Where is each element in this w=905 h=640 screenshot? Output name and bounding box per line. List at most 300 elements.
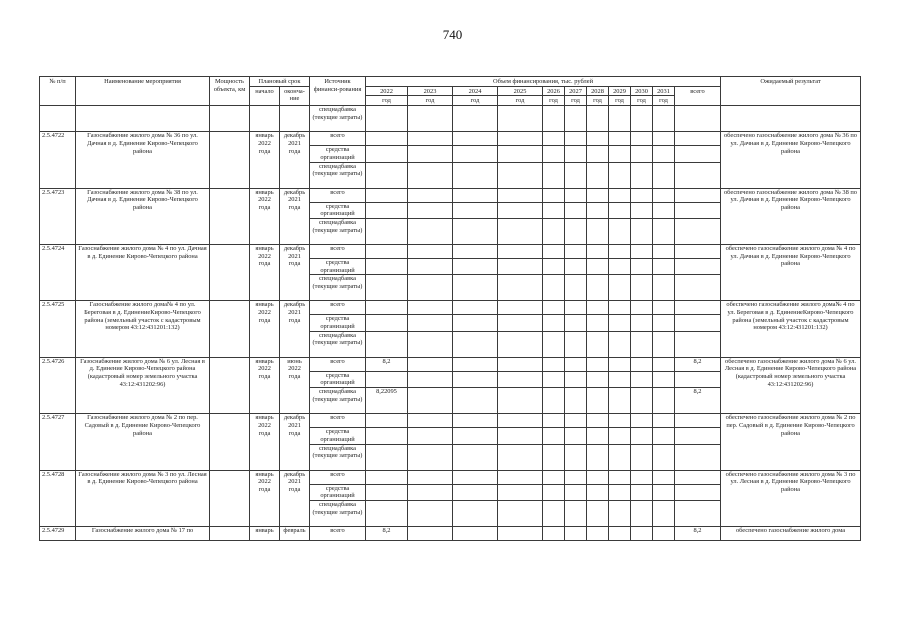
value-cell-2022 — [366, 414, 408, 428]
value-cell-2029 — [609, 244, 631, 258]
value-cell — [653, 258, 675, 274]
entry-power — [210, 414, 250, 470]
value-cell — [366, 428, 408, 444]
value-cell-2024 — [453, 500, 498, 526]
value-cell-2030 — [631, 244, 653, 258]
value-cell-2030 — [631, 301, 653, 315]
source-all: всего — [310, 357, 366, 371]
value-cell-2024 — [453, 301, 498, 315]
value-cell-total — [675, 162, 721, 188]
header-year-2030: 2030 — [631, 86, 653, 96]
value-cell-2023 — [408, 414, 453, 428]
value-cell — [408, 315, 453, 331]
table-row — [40, 526, 861, 540]
entry-result: обеспечено газоснабжение жилого дома — [721, 526, 861, 540]
value-cell — [453, 526, 498, 540]
value-cell — [366, 258, 408, 274]
source-all: всего — [310, 470, 366, 484]
value-cell-total — [675, 444, 721, 470]
value-cell-2024 — [453, 331, 498, 357]
value-cell-2023 — [408, 470, 453, 484]
entry-result: обеспечено газоснабжение жилого дома № 2 по пер. Садовый в д. Единение Кирово-Чепецкого района — [721, 414, 861, 470]
value-cell — [408, 258, 453, 274]
source-all: всего — [310, 301, 366, 315]
value-cell — [453, 258, 498, 274]
value-cell-total — [675, 244, 721, 258]
source-special: спецнадбавка (текущие затраты) — [310, 162, 366, 188]
value-cell — [543, 526, 565, 540]
value-cell-2022 — [366, 188, 408, 202]
value-cell — [453, 371, 498, 387]
value-cell-2028 — [587, 188, 609, 202]
table-row — [40, 357, 861, 371]
value-cell — [631, 258, 653, 274]
value-cell-2024 — [453, 388, 498, 414]
entry-start: январь 2022 года — [250, 470, 280, 526]
entry-number: 2.5.4722 — [40, 132, 76, 188]
value-cell-2026 — [543, 414, 565, 428]
value-cell — [543, 371, 565, 387]
value-cell — [366, 202, 408, 218]
value-cell-2029 — [609, 301, 631, 315]
value-cell-2027 — [565, 500, 587, 526]
value-cell-2022 — [366, 470, 408, 484]
entry-name: Газоснабжение жилого дома № 38 по ул. Дачная в д. Единение Кирово-Чепецкого района — [76, 188, 210, 244]
entry-power — [210, 132, 250, 188]
entry-end: июнь 2022 года — [280, 357, 310, 413]
value-cell-2031 — [653, 414, 675, 428]
value-cell-2031 — [653, 244, 675, 258]
value-cell-2028 — [587, 444, 609, 470]
header-year-2026: 2026 — [543, 86, 565, 96]
source-org: средства организаций — [310, 202, 366, 218]
value-cell-2022: 8,2 — [366, 357, 408, 371]
value-cell-2030 — [631, 275, 653, 301]
value-cell-2025 — [498, 357, 543, 371]
value-cell — [453, 146, 498, 162]
value-cell-2030 — [631, 444, 653, 470]
value-cell — [653, 484, 675, 500]
value-cell-2029 — [609, 470, 631, 484]
value-cell — [408, 202, 453, 218]
entry-end: декабрь 2021 года — [280, 188, 310, 244]
table-row — [40, 470, 861, 484]
source-org: средства организаций — [310, 484, 366, 500]
value-cell-2030 — [631, 162, 653, 188]
value-cell — [675, 484, 721, 500]
entry-start: январь 2022 года — [250, 188, 280, 244]
entry-start: январь 2022 года — [250, 244, 280, 300]
entry-name: Газоснабжение жилого дома № 6 ул. Лесная в д. Единение Кирово-Чепецкого района (кадастровый номер земельного участка 43:12:431202:96) — [76, 357, 210, 413]
value-cell-2028 — [587, 331, 609, 357]
value-cell-2031 — [653, 188, 675, 202]
header-year-2028: 2028 — [587, 86, 609, 96]
header-year-suffix: год — [498, 96, 543, 106]
value-cell-2025 — [498, 162, 543, 188]
entry-power — [210, 244, 250, 300]
value-cell — [543, 258, 565, 274]
header-result: Ожидаемый результат — [721, 77, 861, 106]
value-cell-2026 — [543, 301, 565, 315]
value-cell-total: 8,2 — [675, 526, 721, 540]
entry-power — [210, 188, 250, 244]
value-cell — [565, 428, 587, 444]
value-cell — [631, 526, 653, 540]
value-cell — [498, 202, 543, 218]
value-cell-2028 — [587, 301, 609, 315]
value-cell — [587, 315, 609, 331]
value-cell-2031 — [653, 470, 675, 484]
value-cell-2027 — [565, 301, 587, 315]
header-year-suffix: год — [609, 96, 631, 106]
header-year-suffix: год — [408, 96, 453, 106]
value-cell — [498, 526, 543, 540]
header-name: Наименование мероприятия — [76, 77, 210, 106]
header-year-2031: 2031 — [653, 86, 675, 96]
value-cell — [543, 428, 565, 444]
value-cell-total — [675, 132, 721, 146]
value-cell-total — [675, 331, 721, 357]
value-cell-2024 — [453, 470, 498, 484]
header-power: Мощность объекта, км — [210, 77, 250, 106]
header-year-suffix: год — [453, 96, 498, 106]
value-cell-total — [675, 218, 721, 244]
value-cell-2022 — [366, 500, 408, 526]
value-cell-2024 — [453, 357, 498, 371]
header-row-1 — [40, 77, 861, 87]
value-cell — [453, 428, 498, 444]
value-cell — [565, 526, 587, 540]
header-volume: Объем финансирования, тыс. рублей — [366, 77, 721, 87]
source-all: всего — [310, 244, 366, 258]
carry-over-row — [40, 106, 861, 132]
value-cell-2025 — [498, 331, 543, 357]
value-cell — [453, 315, 498, 331]
value-cell-2028 — [587, 275, 609, 301]
value-cell-2026 — [543, 500, 565, 526]
value-cell-2025 — [498, 275, 543, 301]
value-cell — [543, 202, 565, 218]
value-cell-2024 — [453, 162, 498, 188]
value-cell-2022 — [366, 444, 408, 470]
value-cell-2026 — [543, 331, 565, 357]
value-cell-2023 — [408, 331, 453, 357]
value-cell-2027 — [565, 218, 587, 244]
value-cell — [565, 371, 587, 387]
value-cell — [453, 484, 498, 500]
value-cell — [675, 258, 721, 274]
value-cell — [543, 484, 565, 500]
financing-table — [39, 76, 861, 541]
header-year-2027: 2027 — [565, 86, 587, 96]
value-cell-2023 — [408, 275, 453, 301]
entry-end: декабрь 2021 года — [280, 244, 310, 300]
value-cell — [631, 202, 653, 218]
value-cell-2027 — [565, 357, 587, 371]
value-cell-2026 — [543, 162, 565, 188]
value-cell-2030 — [631, 500, 653, 526]
value-cell — [453, 202, 498, 218]
value-cell — [587, 146, 609, 162]
value-cell — [565, 202, 587, 218]
entry-power — [210, 301, 250, 357]
value-cell-2028 — [587, 414, 609, 428]
entry-end: декабрь 2021 года — [280, 301, 310, 357]
entry-name: Газоснабжение жилого дома № 36 по ул. Дачная в д. Единение Кирово-Чепецкого района — [76, 132, 210, 188]
value-cell-total — [675, 188, 721, 202]
value-cell — [408, 428, 453, 444]
header-source: Источник финанси-рования — [310, 77, 366, 106]
header-period: Плановый срок — [250, 77, 310, 87]
value-cell-2029 — [609, 132, 631, 146]
value-cell — [631, 315, 653, 331]
value-cell-2023 — [408, 301, 453, 315]
value-cell — [498, 258, 543, 274]
value-cell — [498, 146, 543, 162]
value-cell-2022: 8,2 — [366, 526, 408, 540]
header-year-2024: 2024 — [453, 86, 498, 96]
entry-end: декабрь 2021 года — [280, 414, 310, 470]
entry-result: обеспечено газоснабжение жилого дома № 38 по ул. Дачная в д. Единение Кирово-Чепецкого района — [721, 188, 861, 244]
value-cell — [653, 315, 675, 331]
value-cell-2030 — [631, 388, 653, 414]
value-cell — [609, 202, 631, 218]
value-cell-2030 — [631, 357, 653, 371]
value-cell-2029 — [609, 275, 631, 301]
entry-start: январь 2022 года — [250, 301, 280, 357]
entry-start: январь — [250, 526, 280, 540]
value-cell-2022 — [366, 218, 408, 244]
value-cell-2029 — [609, 218, 631, 244]
header-year-suffix: год — [366, 96, 408, 106]
entry-name: Газоснабжение жилого дома № 17 по — [76, 526, 210, 540]
value-cell-2027 — [565, 388, 587, 414]
value-cell-2022 — [366, 244, 408, 258]
value-cell-2022 — [366, 301, 408, 315]
value-cell-2029 — [609, 331, 631, 357]
value-cell-2031 — [653, 162, 675, 188]
value-cell — [609, 258, 631, 274]
value-cell-total: 8,2 — [675, 388, 721, 414]
value-cell — [543, 146, 565, 162]
value-cell — [587, 258, 609, 274]
value-cell-2030 — [631, 218, 653, 244]
value-cell-2027 — [565, 244, 587, 258]
header-year-suffix: год — [653, 96, 675, 106]
value-cell — [498, 371, 543, 387]
value-cell-2022 — [366, 331, 408, 357]
value-cell-2025 — [498, 188, 543, 202]
entry-name: Газоснабжение жилого дома№ 4 по ул. Береговая в д. ЕдинениеКирово-Чепецкого района (земельный участок с кадастровым номером 43:12:431201:132) — [76, 301, 210, 357]
carry-over-source: спецнадбавка (текущие затраты) — [310, 106, 366, 132]
value-cell — [675, 428, 721, 444]
value-cell-2024 — [453, 218, 498, 244]
value-cell-2030 — [631, 132, 653, 146]
value-cell-2027 — [565, 470, 587, 484]
page-number: 740 — [442, 27, 463, 42]
header-start: начало — [250, 86, 280, 105]
value-cell-2022 — [366, 132, 408, 146]
value-cell — [366, 146, 408, 162]
header-total: всего — [675, 86, 721, 105]
source-all: всего — [310, 188, 366, 202]
entry-number: 2.5.4726 — [40, 357, 76, 413]
source-org: средства организаций — [310, 315, 366, 331]
value-cell — [609, 526, 631, 540]
value-cell — [565, 315, 587, 331]
value-cell — [653, 146, 675, 162]
table-row — [40, 244, 861, 258]
value-cell-2029 — [609, 500, 631, 526]
value-cell-2023 — [408, 218, 453, 244]
value-cell — [366, 315, 408, 331]
entry-start: январь 2022 года — [250, 132, 280, 188]
value-cell-2023 — [408, 500, 453, 526]
value-cell-2024 — [453, 444, 498, 470]
value-cell-2024 — [453, 244, 498, 258]
value-cell-2031 — [653, 301, 675, 315]
header-year-2023: 2023 — [408, 86, 453, 96]
value-cell-2025 — [498, 500, 543, 526]
entry-end: февраль — [280, 526, 310, 540]
entry-number: 2.5.4729 — [40, 526, 76, 540]
entry-end: декабрь 2021 года — [280, 470, 310, 526]
value-cell — [609, 315, 631, 331]
value-cell-2028 — [587, 357, 609, 371]
entry-name: Газоснабжение жилого дома № 3 по ул. Лесная в д. Единение Кирово-Чепецкого района — [76, 470, 210, 526]
entry-result: обеспечено газоснабжение жилого дома № 3 по ул. Лесная в д. Единение Кирово-Чепецкого района — [721, 470, 861, 526]
value-cell — [675, 315, 721, 331]
value-cell-2025 — [498, 444, 543, 470]
table-row — [40, 188, 861, 202]
value-cell — [631, 428, 653, 444]
value-cell-2026 — [543, 470, 565, 484]
value-cell-2029 — [609, 414, 631, 428]
value-cell-2031 — [653, 275, 675, 301]
entry-result: обеспечено газоснабжение жилого дома№ 4 по ул. Береговая в д. ЕдинениеКирово-Чепецкого района (земельный участок с кадастровым номером 43:12:431201:132) — [721, 301, 861, 357]
entry-name: Газоснабжение жилого дома № 2 по пер. Садовый в д. Единение Кирово-Чепецкого района — [76, 414, 210, 470]
value-cell-2027 — [565, 444, 587, 470]
source-org: средства организаций — [310, 428, 366, 444]
value-cell — [653, 202, 675, 218]
value-cell-2024 — [453, 275, 498, 301]
value-cell-2023 — [408, 188, 453, 202]
value-cell-2022 — [366, 162, 408, 188]
entry-power — [210, 357, 250, 413]
value-cell — [675, 146, 721, 162]
value-cell — [587, 484, 609, 500]
value-cell-2026 — [543, 132, 565, 146]
value-cell-2029 — [609, 444, 631, 470]
value-cell-total — [675, 414, 721, 428]
value-cell-2030 — [631, 188, 653, 202]
source-org: средства организаций — [310, 146, 366, 162]
value-cell-total — [675, 301, 721, 315]
value-cell — [587, 371, 609, 387]
value-cell-total: 8,2 — [675, 357, 721, 371]
value-cell-2027 — [565, 275, 587, 301]
value-cell-2022: 8,22095 — [366, 388, 408, 414]
value-cell-2031 — [653, 331, 675, 357]
value-cell-2025 — [498, 218, 543, 244]
value-cell — [498, 428, 543, 444]
value-cell — [631, 484, 653, 500]
value-cell — [609, 428, 631, 444]
source-special: спецнадбавка (текущие затраты) — [310, 388, 366, 414]
value-cell-2029 — [609, 357, 631, 371]
value-cell-2025 — [498, 470, 543, 484]
entry-number: 2.5.4724 — [40, 244, 76, 300]
value-cell-2023 — [408, 444, 453, 470]
source-special: спецнадбавка (текущие затраты) — [310, 500, 366, 526]
entry-result: обеспечено газоснабжение жилого дома № 36 по ул. Дачная в д. Единение Кирово-Чепецкого района — [721, 132, 861, 188]
entry-result: обеспечено газоснабжение жилого дома № 6 ул. Лесная в д. Единение Кирово-Чепецкого района (кадастровый номер земельного участка 43:12:431202:96) — [721, 357, 861, 413]
value-cell-2022 — [366, 275, 408, 301]
value-cell-total — [675, 500, 721, 526]
value-cell — [498, 315, 543, 331]
source-org: средства организаций — [310, 258, 366, 274]
value-cell-total — [675, 275, 721, 301]
source-special: спецнадбавка (текущие затраты) — [310, 331, 366, 357]
value-cell — [565, 484, 587, 500]
value-cell — [408, 484, 453, 500]
value-cell-2031 — [653, 444, 675, 470]
value-cell-2028 — [587, 388, 609, 414]
value-cell-2023 — [408, 357, 453, 371]
source-special: спецнадбавка (текущие затраты) — [310, 218, 366, 244]
value-cell-2026 — [543, 388, 565, 414]
value-cell — [609, 371, 631, 387]
header-year-suffix: год — [631, 96, 653, 106]
source-special: спецнадбавка (текущие затраты) — [310, 444, 366, 470]
value-cell — [498, 484, 543, 500]
entry-start: январь 2022 года — [250, 414, 280, 470]
entry-power — [210, 526, 250, 540]
value-cell — [543, 315, 565, 331]
source-all: всего — [310, 132, 366, 146]
value-cell-2023 — [408, 132, 453, 146]
value-cell-2025 — [498, 132, 543, 146]
value-cell — [653, 428, 675, 444]
value-cell — [565, 258, 587, 274]
value-cell-2023 — [408, 244, 453, 258]
header-year-suffix: год — [587, 96, 609, 106]
value-cell-total — [675, 470, 721, 484]
value-cell-2024 — [453, 188, 498, 202]
value-cell-2031 — [653, 388, 675, 414]
value-cell — [653, 371, 675, 387]
source-all: всего — [310, 526, 366, 540]
value-cell-2027 — [565, 188, 587, 202]
value-cell — [565, 146, 587, 162]
value-cell-2031 — [653, 132, 675, 146]
value-cell-2023 — [408, 162, 453, 188]
value-cell-2025 — [498, 388, 543, 414]
table-body — [40, 106, 861, 541]
value-cell-2028 — [587, 244, 609, 258]
value-cell-2030 — [631, 414, 653, 428]
entry-number: 2.5.4728 — [40, 470, 76, 526]
value-cell-2023 — [408, 388, 453, 414]
value-cell-2031 — [653, 218, 675, 244]
table-row — [40, 132, 861, 146]
value-cell-2025 — [498, 301, 543, 315]
value-cell — [653, 526, 675, 540]
value-cell-2026 — [543, 188, 565, 202]
entry-number: 2.5.4723 — [40, 188, 76, 244]
entry-number: 2.5.4727 — [40, 414, 76, 470]
value-cell-2028 — [587, 500, 609, 526]
